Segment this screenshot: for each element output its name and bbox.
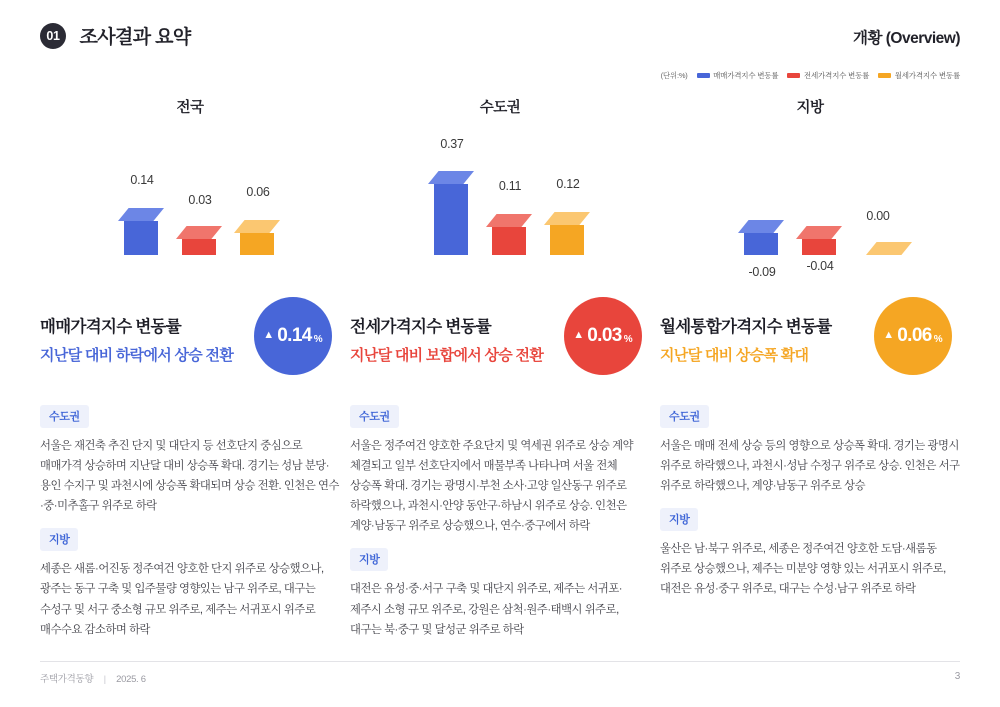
- legend-item-sale: [697, 70, 779, 81]
- note-tag-capital-2: 수도권: [350, 405, 399, 428]
- headline-title-jeonse: 전세가격지수 변동률: [350, 318, 492, 336]
- chart-title-nationwide: 전국: [176, 100, 204, 116]
- note-local-area-1: [40, 528, 340, 639]
- badge-unit-monthly: %: [933, 333, 943, 345]
- bar-value-label-sale: -0.09: [748, 265, 776, 279]
- note-body-capital-1: 서울은 재건축 추진 단지 및 대단지 등 선호단지 중심으로 매매가격 상승하며 지난달 대비 상승폭 확대. 경기는 성남 분당·용인 수지구 및 과천시에 상승폭 확대되며 상승 전환. 인천은 연수·중·미추홀구 위주로 하락: [40, 440, 339, 513]
- chart-nationwide: [40, 121, 340, 291]
- footer-doc-title: 주택가격동향: [40, 674, 94, 685]
- note-tag-capital-1: 수도권: [40, 405, 89, 428]
- badge-unit-sale: %: [313, 333, 323, 345]
- bar-value-label-jeonse: 0.11: [498, 179, 522, 193]
- note-tag-local-3: 지방: [660, 508, 698, 531]
- legend-swatch-monthly: [878, 73, 891, 78]
- status-badge-sale: [254, 297, 332, 375]
- summary-columns: [40, 96, 960, 640]
- headline-subtitle-jeonse: 지난달 대비 보합에서 상승 전환: [350, 347, 544, 364]
- bar-value-label-jeonse: 0.03: [188, 193, 212, 207]
- note-body-local-2: 대전은 유성·중·서구 구축 및 대단지 위주로, 제주는 서귀포·제주시 소형 규모 위주로, 강원은 삼척·원주·태백시 위주로, 대구는 북·중구 및 달성군 위주로 하락: [350, 583, 623, 636]
- legend-label-sale: 매매가격지수 변동률: [713, 71, 779, 80]
- status-badge-monthly: [874, 297, 952, 375]
- legend-item-jeonse: [787, 70, 869, 81]
- badge-value-jeonse: 0.03: [587, 325, 622, 346]
- headline-jeonse: [350, 297, 650, 393]
- headline-sale: [40, 297, 340, 393]
- bar-value-label-monthly: 0.12: [556, 177, 580, 191]
- up-arrow-icon: ▲: [263, 329, 275, 341]
- note-tag-local-2: 지방: [350, 548, 388, 571]
- headline-subtitle-sale: 지난달 대비 하락에서 상승 전환: [40, 347, 234, 364]
- note-body-local-3: 울산은 남·북구 위주로, 세종은 정주여건 양호한 도담·새롬동 위주로 상승했으나, 제주는 미분양 영향 있는 서귀포시 위주로, 대전은 유성·중구 위주로, 대구는 수성·남구 위주로 하락: [660, 543, 946, 596]
- bar-value-label-jeonse: -0.04: [806, 259, 834, 273]
- legend-swatch-jeonse: [787, 73, 800, 78]
- note-body-capital-2: 서울은 정주여건 양호한 주요단지 및 역세권 위주로 상승 계약 체결되고 일부 선호단지에서 매물부족 나타나며 서울 전체 상승폭 확대. 경기는 광명시·부천 소사·고양 일산동구 위주로 하락했으나, 과천시·안양 동안구·하남시 위주로 상승. 인천은 계양·남동구 위주로 상승했으나, 연수·중구에서 하락: [350, 440, 634, 533]
- legend-swatch-sale: [697, 73, 710, 78]
- chart-legend: [661, 70, 960, 81]
- note-local-area-2: [350, 548, 650, 639]
- note-capital-area-1: [40, 405, 340, 516]
- headline-monthly: [660, 297, 960, 393]
- overview-label: 개황 (Overview): [852, 30, 960, 47]
- up-arrow-icon: ▲: [573, 329, 585, 341]
- page-header: [40, 22, 960, 56]
- headline-title-sale: 매매가격지수 변동률: [40, 318, 182, 336]
- note-tag-capital-3: 수도권: [660, 405, 709, 428]
- legend-unit: (단위:%): [660, 71, 688, 80]
- badge-value-sale: 0.14: [277, 325, 312, 346]
- section-number-badge: 01: [40, 23, 66, 49]
- chart-capital-area: [350, 121, 650, 291]
- headline-subtitle-monthly: 지난달 대비 상승폭 확대: [660, 347, 809, 364]
- bar-value-label-monthly: 0.00: [866, 209, 890, 223]
- legend-label-monthly: 월세가격지수 변동률: [894, 71, 960, 80]
- chart-title-local: 지방: [796, 100, 824, 116]
- note-tag-local-1: 지방: [40, 528, 78, 551]
- page-number: 3: [954, 671, 960, 682]
- page-footer: [40, 661, 960, 685]
- bar-value-label-sale: 0.37: [440, 137, 464, 151]
- bar-value-label-sale: 0.14: [130, 173, 154, 187]
- bar-value-label-monthly: 0.06: [246, 185, 270, 199]
- headline-title-monthly: 월세통합가격지수 변동률: [660, 318, 832, 336]
- legend-label-jeonse: 전세가격지수 변동률: [803, 71, 870, 80]
- note-capital-area-3: [660, 405, 960, 496]
- chart-title-capital: 수도권: [479, 100, 521, 116]
- note-local-area-3: [660, 508, 960, 599]
- column-capital-area: [350, 96, 650, 640]
- page-title: 조사결과 요약: [79, 27, 191, 48]
- status-badge-jeonse: [564, 297, 642, 375]
- legend-item-monthly: [878, 70, 960, 81]
- badge-unit-jeonse: %: [623, 333, 633, 345]
- column-nationwide: [40, 96, 340, 640]
- note-body-capital-3: 서울은 매매 전세 상승 등의 영향으로 상승폭 확대. 경기는 광명시 위주로 하락했으나, 과천시·성남 수정구 위주로 상승. 인천은 서구 위주로 하락했으나, 계양·남동구 위주로 상승: [660, 440, 960, 493]
- chart-local-area: [660, 121, 960, 291]
- column-local-area: [660, 96, 960, 640]
- note-capital-area-2: [350, 405, 650, 536]
- up-arrow-icon: ▲: [883, 329, 895, 341]
- note-body-local-1: 세종은 새롬·어진동 정주여건 양호한 단지 위주로 상승했으나, 광주는 동구 구축 및 입주물량 영향있는 남구 위주로, 대구는 수성구 및 서구 중소형 규모 위주로, 제주는 서귀포시 위주로 매수수요 감소하며 하락: [40, 563, 324, 636]
- badge-value-monthly: 0.06: [897, 325, 932, 346]
- footer-separator: |: [103, 674, 106, 685]
- footer-date: 2025. 6: [116, 674, 146, 685]
